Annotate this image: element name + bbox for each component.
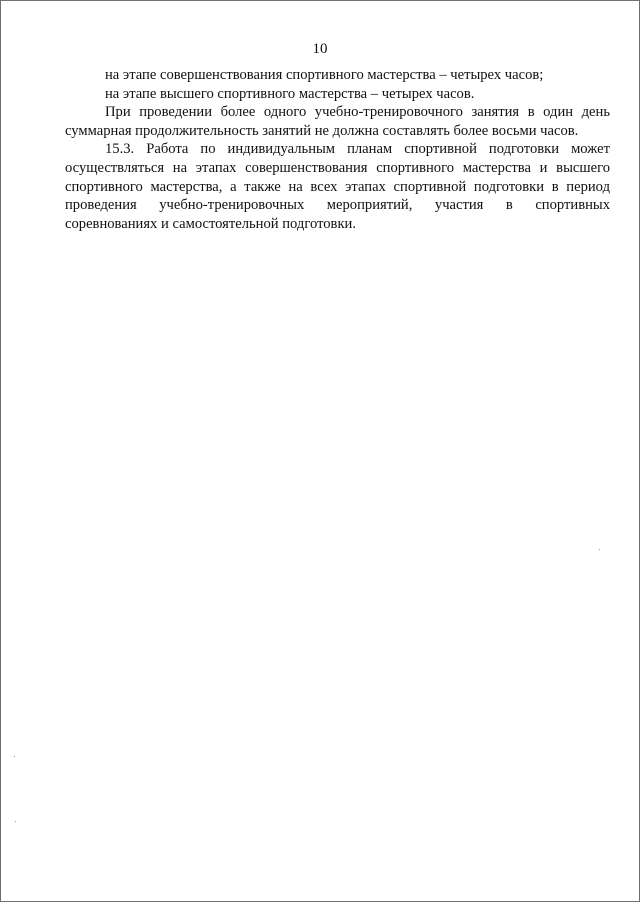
list-line-1: на этапе совершенствования спортивного мастерства – четырех часов; [105,67,544,83]
scan-speck [15,821,16,822]
document-body [65,66,610,233]
paragraph-2: 15.3. Работа по индивидуальным планам спортивной подготовки может осуществляться на этапах совершенствования спортивного мастерства и высшего спортивного мастерства, а также на всех этапах спортивной подготовки в период проведения учебно-тренировочных мероприятий, участия в спортивных соревнованиях и самостоятельной подготовки. [65,141,610,232]
scan-speck [599,549,600,550]
scan-speck [14,756,15,757]
list-line-2: на этапе высшего спортивного мастерства – четырех часов. [105,85,475,102]
page-number: 10 [312,41,328,57]
paragraph-1: При проведении более одного учебно-тренировочного занятия в один день суммарная продолжительность занятий не должна составлять более восьми часов. [65,104,610,139]
